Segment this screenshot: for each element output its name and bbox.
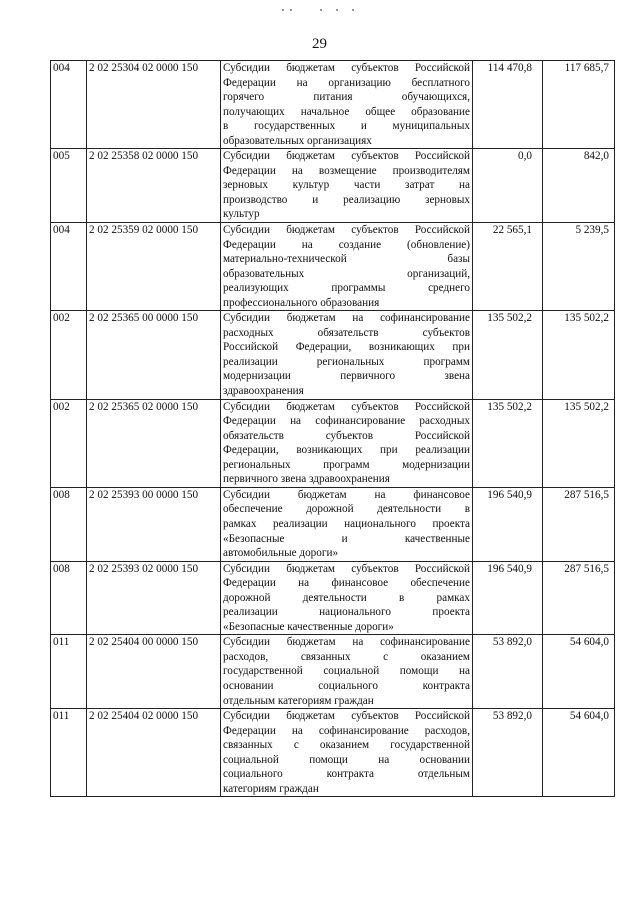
budget-classification-code-cell: 2 02 25365 02 0000 150 [87,399,221,487]
budget-table [50,60,615,797]
description-line: Федерации на софинансирование расходов, [223,724,470,737]
amount-year-2-cell: 287 516,5 [543,487,615,561]
admin-code-cell: 002 [51,399,87,487]
amount-year-1-cell: 22 565,1 [473,223,543,311]
description-line: связанных с оказанием государственной [223,739,470,752]
description-cell [221,149,473,223]
budget-classification-code-cell: 2 02 25359 02 0000 150 [87,223,221,311]
description-line: профессионального образования [223,296,380,309]
description-line: получающих начальное общее образование [223,105,470,118]
amount-year-2-cell: 117 685,7 [543,61,615,149]
description-line: государственной социальной помощи на [223,665,470,678]
description-cell [221,635,473,709]
amount-year-1-cell: 135 502,2 [473,311,543,399]
description-line: культур [223,208,260,221]
description-line: Федерации на софинансирование расходных [223,415,470,428]
scan-marks [280,6,360,14]
description-line: Субсидии бюджетам субъектов Российской [223,150,470,163]
amount-year-2-cell: 287 516,5 [543,561,615,635]
description-line: обязательств субъектов Российской [223,429,470,442]
table-row [51,61,615,149]
description-line: Федерации на возмещение производителям [223,164,470,177]
admin-code-cell: 002 [51,311,87,399]
description-line: в государственных и муниципальных [223,120,470,133]
description-line: рамках реализации национального проекта [223,517,470,530]
description-line: материально-технической базы [223,253,470,266]
description-line: реализации региональных программ [223,355,470,368]
table-row [51,561,615,635]
description-line: обеспечение дорожной деятельности в [223,503,470,516]
budget-classification-code-cell: 2 02 25393 00 0000 150 [87,487,221,561]
budget-classification-code-cell: 2 02 25358 02 0000 150 [87,149,221,223]
description-line: социальной помощи на основании [223,753,470,766]
description-line: Федерации, возникающих при реализации [223,444,470,457]
description-cell [221,311,473,399]
budget-classification-code-cell: 2 02 25393 02 0000 150 [87,561,221,635]
admin-code-cell: 011 [51,709,87,797]
admin-code-cell: 011 [51,635,87,709]
description-line: Российской Федерации, возникающих при [223,341,470,354]
budget-classification-code-cell: 2 02 25365 00 0000 150 [87,311,221,399]
description-line: образовательных организаций, [223,267,470,280]
description-line: реализующих программы среднего [223,282,470,295]
admin-code-cell: 008 [51,487,87,561]
description-line: автомобильные дороги» [223,547,339,560]
description-line: первичного звена здравоохранения [223,473,390,486]
description-line: отдельным категориям граждан [223,694,374,707]
description-line: Субсидии бюджетам субъектов Российской [223,62,470,74]
description-line: расходных обязательств субъектов [223,326,470,339]
description-line: Федерации на создание (обновление) [223,238,470,251]
admin-code-cell: 008 [51,561,87,635]
table-row [51,223,615,311]
table-row [51,311,615,399]
description-line: зерновых культур части затрат на [223,179,470,192]
description-line: здравоохранения [223,385,304,398]
description-line: региональных программ модернизации [223,458,470,471]
amount-year-1-cell: 53 892,0 [473,709,543,797]
description-cell [221,399,473,487]
admin-code-cell: 004 [51,223,87,311]
description-line: Субсидии бюджетам на софинансирование [223,312,470,325]
description-line: Федерации на организацию бесплатного [223,76,470,89]
amount-year-1-cell: 196 540,9 [473,561,543,635]
description-line: Субсидии бюджетам на финансовое [223,488,470,501]
description-line: расходов, связанных с оказанием [223,650,470,663]
description-line: производство и реализацию зерновых [223,193,470,206]
description-line: дорожной деятельности в рамках [223,591,470,604]
description-line: горячего питания обучающихся, [223,91,470,104]
budget-table-body [51,61,615,797]
description-line: категориям граждан [223,782,319,795]
description-line: Субсидии бюджетам субъектов Российской [223,400,470,413]
description-line: Федерации на финансовое обеспечение [223,577,470,590]
page-number: 29 [312,36,327,52]
amount-year-1-cell: 0,0 [473,149,543,223]
description-line: Субсидии бюджетам субъектов Российской [223,224,470,237]
description-line: реализации национального проекта [223,606,470,619]
table-row [51,399,615,487]
table-row [51,149,615,223]
amount-year-1-cell: 114 470,8 [473,61,543,149]
description-line: «Безопасные качественные дороги» [223,620,394,633]
amount-year-2-cell: 842,0 [543,149,615,223]
amount-year-1-cell: 53 892,0 [473,635,543,709]
amount-year-1-cell: 196 540,9 [473,487,543,561]
admin-code-cell: 005 [51,149,87,223]
table-row [51,487,615,561]
budget-classification-code-cell: 2 02 25304 02 0000 150 [87,61,221,149]
description-line: Субсидии бюджетам субъектов Российской [223,710,470,723]
budget-classification-code-cell: 2 02 25404 02 0000 150 [87,709,221,797]
description-line: социального контракта отдельным [223,768,470,781]
amount-year-2-cell: 54 604,0 [543,635,615,709]
description-line: Субсидии бюджетам на софинансирование [223,636,470,649]
budget-classification-code-cell: 2 02 25404 00 0000 150 [87,635,221,709]
amount-year-2-cell: 135 502,2 [543,399,615,487]
description-line: «Безопасные и качественные [223,532,470,545]
amount-year-2-cell: 135 502,2 [543,311,615,399]
description-cell [221,61,473,149]
table-row [51,635,615,709]
description-line: основании социального контракта [223,679,470,692]
description-line: образовательных организациях [223,134,372,147]
admin-code-cell: 004 [51,61,87,149]
amount-year-2-cell: 54 604,0 [543,709,615,797]
description-line: модернизации первичного звена [223,370,470,383]
amount-year-2-cell: 5 239,5 [543,223,615,311]
description-cell [221,487,473,561]
description-cell [221,561,473,635]
description-cell [221,709,473,797]
description-line: Субсидии бюджетам субъектов Российской [223,562,470,575]
table-row [51,709,615,797]
amount-year-1-cell: 135 502,2 [473,399,543,487]
description-cell [221,223,473,311]
